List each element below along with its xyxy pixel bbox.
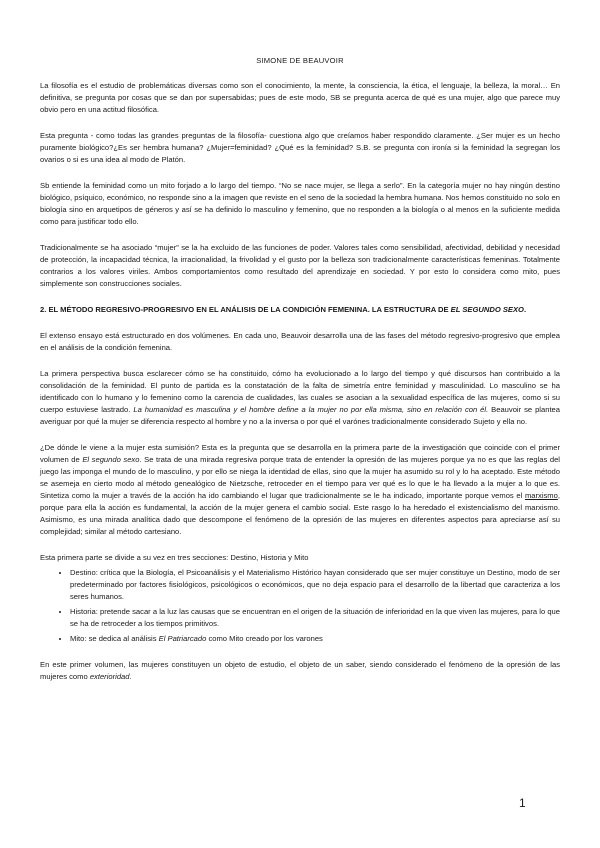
paragraph-9-italic: exterioridad [89,672,130,681]
paragraph-2: Esta pregunta - como todas las grandes preguntas de la filosofía- cuestiona algo que creíamos haber respondido claramente. ¿Ser mujer es un hecho puramente biológico?¿Es ser hembra humana? ¿Mujer=feminidad? ¿Qué es la feminidad? S.B. se pregunta con ironía si la feminidad la segregan los ovarios o si es una idea al modo de Platón. [40,131,560,164]
paragraph-1: La filosofía es el estudio de problemáticas diversas como son el conocimiento, la mente, la consciencia, la ética, el lenguaje, la belleza, la moral… En definitiva, se pregunta por cosas que se dan por supersabidas; pues de este modo, SB se pregunta acerca de qué es una mujer, algo que parece muy obvio pero en una actitud filosófica. [40,81,560,114]
paragraph-7 [40,442,560,538]
paragraph-9-text-a: En este primer volumen, las mujeres constituyen un objeto de estudio, el objeto de un saber, siendo considerado el fenómeno de la opresión de las mujeres como [40,660,560,681]
paragraph-6 [40,368,560,428]
sections-list [40,567,560,645]
heading-end: . [523,305,527,314]
page-number: 1 [519,796,526,810]
list-item-destino: • Destino: crítica que la Biología, el Psicoanálisis y el Materialismo Histórico hayan considerado que ser mujer constituye un Destino, modo de ser predeterminado por factores fisiológicos, psicológicos o económicos, que no deja espacio para el desarrollo de la libertad que caracteriza a los seres humanos. [70,567,560,603]
paragraph-6-italic: La humanidad es masculina y el hombre define a la mujer no por ella misma, sino en relación con él. [133,405,489,414]
list-item-mito [70,633,560,645]
list-item-mito-italic: El Patriarcado [158,634,207,643]
list-item-mito-text-a: Mito: se dedica al análisis [70,634,159,643]
paragraph-9-text-b: . [129,672,132,681]
list-item-historia: • Historia: pretende sacar a la luz las causas que se encuentran en el origen de la situación de inferioridad en la que viven las mujeres, para lo que se ha de retroceder a los tiempos primitivos. [70,606,560,630]
paragraph-7-text-a: ¿De dónde le viene a la mujer esta sumisión? Esta es la pregunta que se desarrolla en la primera parte de la investigación que coincide con el primer volumen de [40,443,560,464]
paragraph-6-text-b: Beauvoir se plantea averiguar por qué la mujer se diferencia respecto al hombre y no a la inversa o por qué el varónes tradicionalmente considerado Sujeto y ella no. [40,405,560,426]
heading-book-title: EL SEGUNDO SEXO [450,305,524,314]
list-item-mito-text-b: como Mito creado por los varones [206,634,323,643]
document-body [40,80,560,697]
paragraph-4: Tradicionalmente se ha asociado “mujer” se la ha excluido de las funciones de poder. Valores tales como sensibilidad, afectividad, debilidad y necesidad de protección, la incapacidad técnica, la irracionalidad, la frivolidad y el gusto por la belleza son tradicionalmente características femeninas. Totalmente contrarios a los valores viriles. Ambos comportamientos como resultado del aprendizaje en sociedad. Y por esto lo considera como mito, pues simplemente son construcciones sociales. [40,243,560,288]
paragraph-5: El extenso ensayo está estructurado en dos volúmenes. En cada uno, Beauvoir desarrolla una de las fases del método regresivo-progresivo que emplea en el análisis de la condición femenina. [40,331,560,352]
paragraph-9 [40,659,560,683]
paragraph-6-text-a: La primera perspectiva busca esclarecer cómo se ha constituido, cómo ha evolucionado a lo largo del tiempo y qué discursos han contribuido a la consolidación de la feminidad. El punto de partida es la constatación de la falta de simetría entre feminidad y masculinidad. Lo masculino se ha identificado con lo humano y lo femenino como la carencia de cualidades, las cuales se asocian a la sexualidad específica de las mujeres, como si su cuerpo estuviese lastrado. [40,369,560,414]
paragraph-7-underlined: marxismo [524,491,558,500]
paragraph-7-text-b: . Se trata de una mirada regresiva porque trata de entender la opresión de las mujeres porque ya no es que las reglas del juego las imponga el mundo de lo masculino, y por ello se niega la identidad de ellas, sino que la mujer ha asumido su rol y lo ha aceptado. Este método se asemeja en cierto modo al método genealógico de Nietzsche, retroceder en el tiempo para ver qué es lo que le ha llevado a la mujer a lo que es. Sintetiza como la mujer a través de la acción ha ido cambiando el lugar que tradicionalmente se le ha indicado, importante porque vemos el [40,455,560,500]
paragraph-3: Sb entiende la feminidad como un mito forjado a lo largo del tiempo. “No se nace mujer, se llega a serlo”. En la categoría mujer no hay ningún destino biológico, psíquico, económico, no responde sino a la imagen que reviste en el seno de la sociedad la hembra humana. Nos hemos constituido no solo en biología sino en arquetipos de géneros y así se ha definido lo masculino y femenino, que no responden a la biología o al menos en la suficiente medida como para justificar todo ello. [40,181,560,226]
paragraph-7-text-c: , porque para ella la acción es fundamental, la acción de la mujer genera el cambio social. Este rasgo lo ha heredado el existencialismo del marxismo. Asimismo, es una mirada analítica dado que descompone el fenómeno de la opresión de las mujeres en diferentes aspectos para apreciarse así su complejidad; similar al método cartesiano. [40,491,560,536]
heading-text: 2. EL MÉTODO REGRESIVO-PROGRESIVO EN EL ANÁLISIS DE LA CONDICIÓN FEMENINA. LA ESTRUCTURA DE [40,305,451,314]
section-heading [40,304,560,316]
document-title: SIMONE DE BEAUVOIR [256,56,344,65]
paragraph-8: Esta primera parte se divide a su vez en tres secciones: Destino, Historia y Mito [40,553,309,562]
paragraph-7-italic: El segundo sexo [82,455,140,464]
